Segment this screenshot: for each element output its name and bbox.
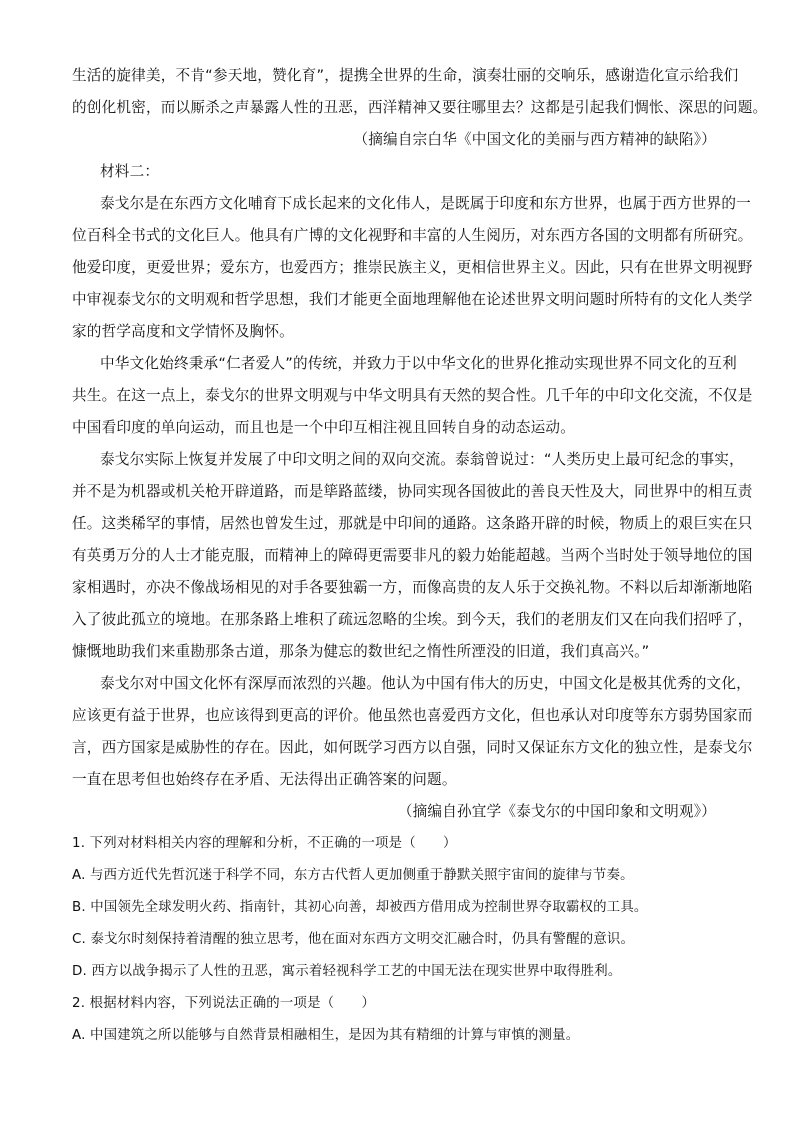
body-line: 并不是为机器或机关枪开辟道路，而是筚路蓝缕，协同实现各国彼此的善良天性及大，同世界中的相互责 [72,483,753,500]
body-line: 泰戈尔是在东西方文化哺育下成长起来的文化伟人，是既属于印度和东方世界，也属于西方世界的一 [100,195,751,212]
body-line: 家的哲学高度和文学情怀及胸怀。 [72,323,294,340]
body-line: 位百科全书式的文化巨人。他具有广博的文化视野和丰富的人生阅历，对东西方各国的文明都有所研究。 [72,227,753,244]
answer-option: D. 西方以战争揭示了人性的丑恶，寓示着轻视科学工艺的中国无法在现实世界中取得胜利。 [72,964,622,979]
body-line: 言，西方国家是威胁性的存在。因此，如何既学习西方以自强，同时又保证东方文化的独立性，是泰戈尔 [72,739,753,756]
body-line: 中华文化始终秉承“仁者爱人”的传统，并致力于以中华文化的世界化推动实现世界不同文化的互利 [100,355,737,372]
answer-option: A. 与西方近代先哲沉迷于科学不同，东方古代哲人更加侧重于静默关照宇宙间的旋律与节奏。 [72,868,634,883]
body-line: 家相遇时，亦决不像战场相见的对手各要独霸一方，而像高贵的友人乐于交换礼物。不料以后却渐渐地陷 [72,579,753,596]
source-citation: （摘编自孙宜学《泰戈尔的中国印象和文明观》） [397,803,716,820]
body-line: 他爱印度，更爱世界；爱东方，也爱西方；推崇民族主义，更相信世界主义。因此，只有在世界文明视野 [72,259,753,276]
answer-option: C. 泰戈尔时刻保持着清醒的独立思考，他在面对东西方文明交汇融合时，仍具有警醒的意识。 [72,932,635,947]
body-line: 共生。在这一点上，泰戈尔的世界文明观与中华文明具有天然的契合性。几千年的中印文化交流，不仅是 [72,387,753,404]
body-line: 的创化机密，而以厮杀之声暴露人性的丑恶，西洋精神又要往哪里去？这都是引起我们惆怅、深思的问题。 [72,99,768,116]
body-line: 有英勇万分的人士才能克服，而精神上的障碍更需要非凡的毅力始能超越。当两个当时处于领导地位的国 [72,547,753,564]
body-line: 任。这类稀罕的事情，居然也曾发生过，那就是中印间的通路。这条路开辟的时候，物质上的艰巨实在只 [72,515,753,532]
body-line: 泰戈尔对中国文化怀有深厚而浓烈的兴趣。他认为中国有伟大的历史，中国文化是极其优秀的文化， [100,675,751,692]
body-line: 中审视泰戈尔的文明观和哲学思想，我们才能更全面地理解他在论述世界文明问题时所特有的文化人类学 [72,291,753,308]
body-line: 生活的旋律美，不肯“参天地，赞化育”，提携全世界的生命，演奏壮丽的交响乐，感谢造化宣示给我们 [72,67,739,84]
body-line: 泰戈尔实际上恢复并发展了中印文明之间的双向交流。泰翁曾说过：“人类历史上最可纪念的事实， [100,451,744,468]
body-line: 中国看印度的单向运动，而且也是一个中印互相注视且回转自身的动态运动。 [72,419,575,436]
body-line: 入了彼此孤立的境地。在那条路上堆积了疏远忽略的尘埃。到今天，我们的老朋友们又在向我们招呼了， [72,611,753,628]
body-line: 慷慨地助我们来重勘那条古道，那条为健忘的数世纪之惰性所湮没的旧道，我们真高兴。” [72,643,650,660]
body-line: 一直在思考但也始终存在矛盾、无法得出正确答案的问题。 [72,771,457,788]
body-line: 应该更有益于世界，也应该得到更高的评价。他虽然也喜爱西方文化，但也承认对印度等东方弱势国家而 [72,707,753,724]
section-heading: 材料二： [100,163,160,180]
answer-option: B. 中国领先全球发明火药、指南针，其初心向善，却被西方借用成为控制世界夺取霸权的工具。 [72,900,648,915]
source-citation: （摘编自宗白华《中国文化的美丽与西方精神的缺陷》） [353,131,716,148]
question-stem: 1. 下列对材料相关内容的理解和分析，不正确的一项是（ ） [72,836,457,851]
question-stem: 2. 根据材料内容，下列说法正确的一项是（ ） [72,996,376,1011]
answer-option: A. 中国建筑之所以能够与自然背景相融相生，是因为其有精细的计算与审慎的测量。 [72,1028,580,1043]
